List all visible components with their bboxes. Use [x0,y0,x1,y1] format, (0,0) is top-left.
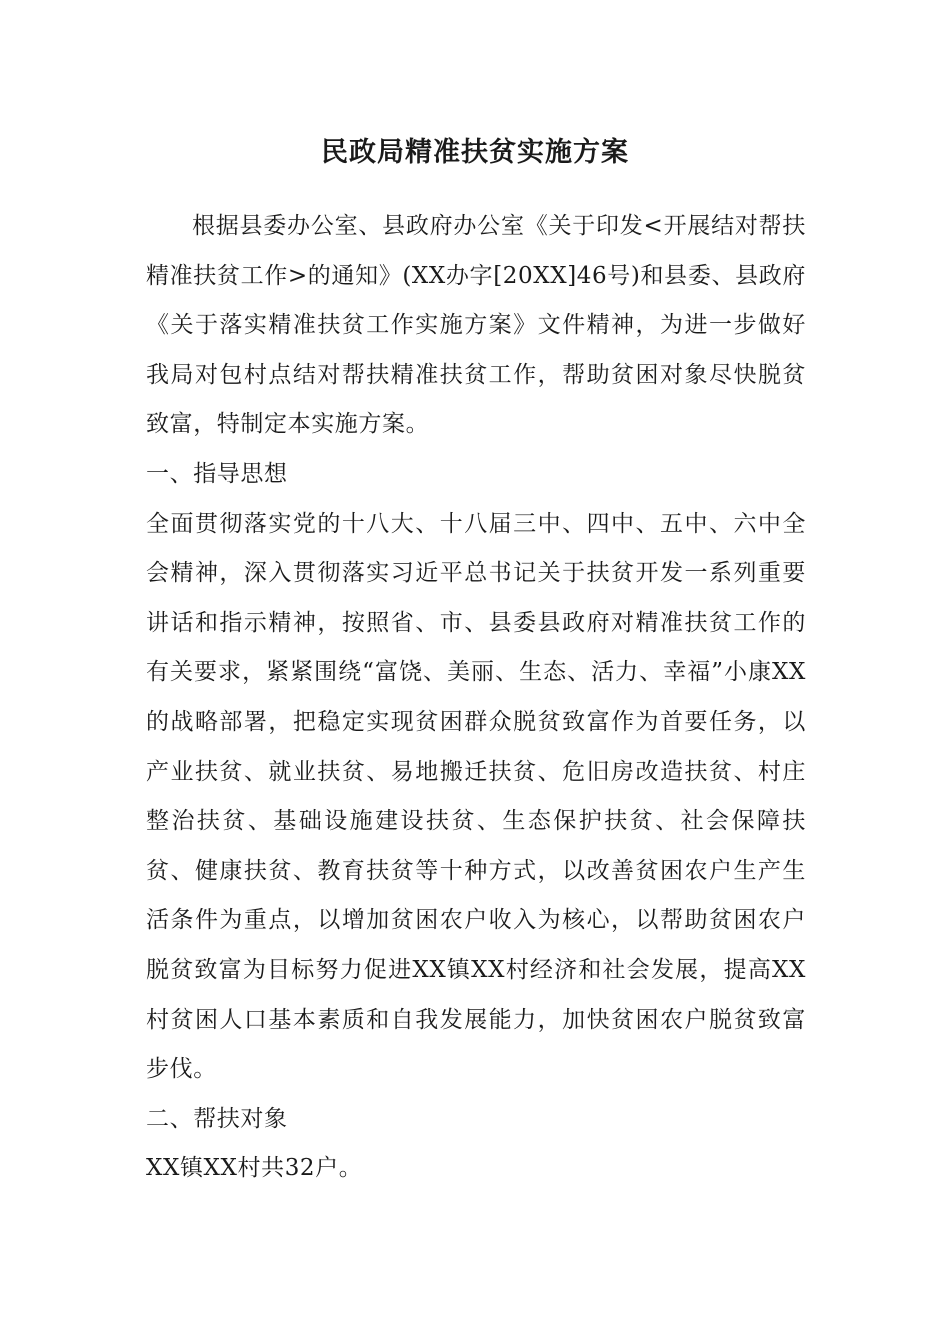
section-heading-guiding-ideology: 一、指导思想 [146,460,288,487]
document-body [146,202,806,1194]
section-heading-assistance-targets: 二、帮扶对象 [146,1105,288,1132]
intro-paragraph: 根据县委办公室、县政府办公室《关于印发<开展结对帮扶精准扶贫工作>的通知》(XX办字[20XX]46号)和县委、县政府《关于落实精准扶贫工作实施方案》文件精神，为进一步做好我局对包村点结对帮扶精准扶贫工作，帮助贫困对象尽快脱贫致富，特制定本实施方案。 [146,213,806,438]
assistance-targets-paragraph: XX镇XX村共32户。 [146,1155,363,1182]
document-title: 民政局精准扶贫实施方案 [321,137,629,168]
guiding-ideology-paragraph: 全面贯彻落实党的十八大、十八届三中、四中、五中、六中全会精神，深入贯彻落实习近平总书记关于扶贫开发一系列重要讲话和指示精神，按照省、市、县委县政府对精准扶贫工作的有关要求，紧紧围绕“富饶、美丽、生态、活力、幸福”小康XX的战略部署，把稳定实现贫困群众脱贫致富作为首要任务，以产业扶贫、就业扶贫、易地搬迁扶贫、危旧房改造扶贫、村庄整治扶贫、基础设施建设扶贫、生态保护扶贫、社会保障扶贫、健康扶贫、教育扶贫等十种方式，以改善贫困农户生产生活条件为重点，以增加贫困农户收入为核心，以帮助贫困农户脱贫致富为目标努力促进XX镇XX村经济和社会发展，提高XX村贫困人口基本素质和自我发展能力，加快贫困农户脱贫致富步伐。 [146,510,806,1083]
